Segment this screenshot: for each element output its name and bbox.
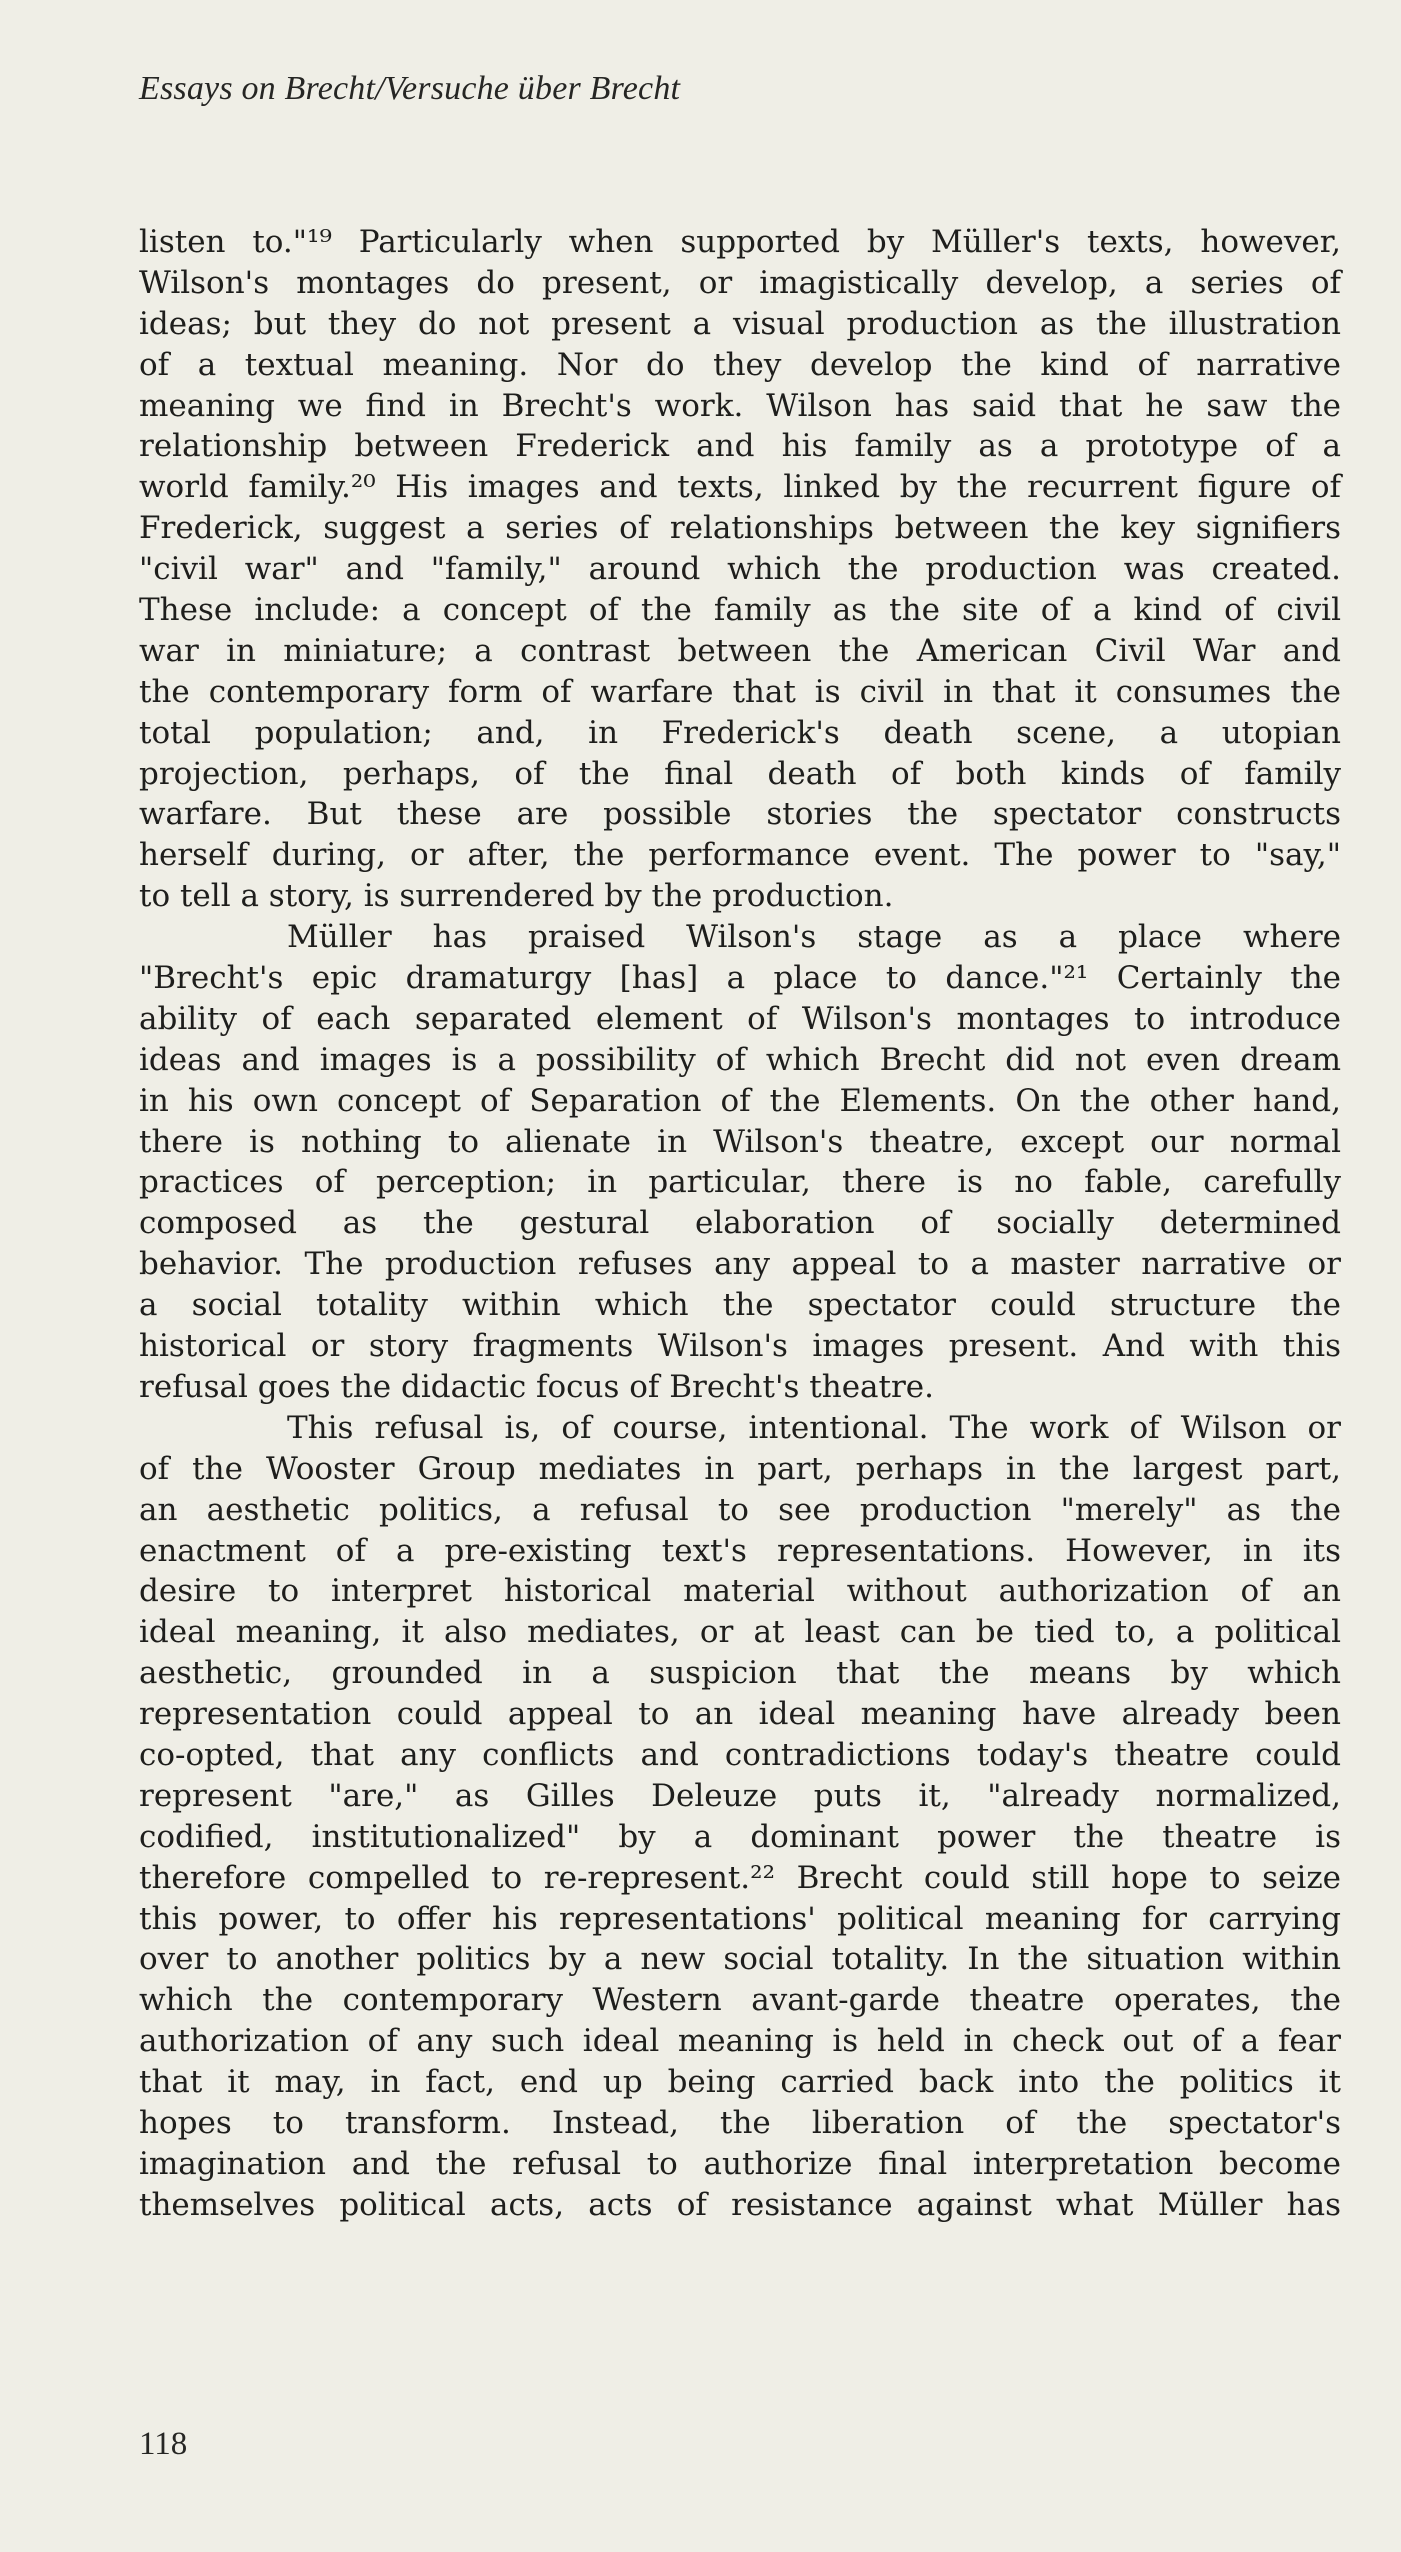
text-line: co-opted, that any conflicts and contradictions today's theatre could: [139, 1736, 1341, 1773]
text-line: Wilson's montages do present, or imagistically develop, a series of: [139, 264, 1341, 301]
text-line: themselves political acts, acts of resistance against what Müller has: [139, 2186, 1341, 2223]
text-line: war in miniature; a contrast between the American Civil War and: [139, 632, 1341, 669]
text-line: authorization of any such ideal meaning is held in check out of a fear: [139, 2023, 1341, 2060]
text-line: world family.²⁰ His images and texts, linked by the recurrent figure of: [139, 469, 1341, 506]
text-line: ideas; but they do not present a visual production as the illustration: [139, 305, 1341, 342]
text-line: an aesthetic politics, a refusal to see production "merely" as the: [139, 1491, 1341, 1528]
text-line: behavior. The production refuses any appeal to a master narrative or: [139, 1246, 1341, 1283]
text-line: therefore compelled to re-represent.²² Brecht could still hope to seize: [139, 1859, 1341, 1896]
text-line: Frederick, suggest a series of relationships between the key signifiers: [139, 510, 1341, 547]
running-head: Essays on Brecht/Versuche über Brecht: [139, 70, 681, 107]
text-line: listen to."¹⁹ Particularly when supported by Müller's texts, however,: [139, 224, 1341, 260]
text-line: warfare. But these are possible stories the spectator constructs: [139, 796, 1341, 833]
text-line: which the contemporary Western avant-garde theatre operates, the: [139, 1982, 1341, 2019]
text-line: hopes to transform. Instead, the liberation of the spectator's: [139, 2104, 1341, 2141]
text-line: this power, to offer his representations' political meaning for carrying: [139, 1900, 1341, 1937]
text-line: there is nothing to alienate in Wilson's theatre, except our normal: [139, 1123, 1341, 1160]
text-line: refusal goes the didactic focus of Brecht's theatre.: [139, 1368, 934, 1405]
paragraph: [139, 1408, 1341, 2226]
text-line: ideas and images is a possibility of which Brecht did not even dream: [139, 1041, 1341, 1078]
text-line: the contemporary form of warfare that is civil in that it consumes the: [139, 673, 1341, 710]
page-number: 118: [139, 2426, 188, 2462]
text-line: composed as the gestural elaboration of socially determined: [139, 1205, 1341, 1242]
text-line: that it may, in fact, end up being carried back into the politics it: [139, 2064, 1341, 2101]
paragraph: [139, 917, 1341, 1408]
text-line: imagination and the refusal to authorize final interpretation become: [139, 2145, 1341, 2182]
text-line: "civil war" and "family," around which the production was created.: [139, 551, 1341, 588]
text-line: desire to interpret historical material without authorization of an: [139, 1573, 1341, 1610]
text-line: These include: a concept of the family as the site of a kind of civil: [139, 592, 1341, 629]
text-line: total population; and, in Frederick's death scene, a utopian: [139, 714, 1341, 751]
text-line: a social totality within which the spectator could structure the: [139, 1287, 1341, 1324]
text-line: meaning we find in Brecht's work. Wilson has said that he saw the: [139, 387, 1341, 424]
text-line: projection, perhaps, of the final death of both kinds of family: [139, 755, 1341, 792]
paragraph: [139, 222, 1341, 917]
text-line: historical or story fragments Wilson's images present. And with this: [139, 1328, 1341, 1365]
text-line: of the Wooster Group mediates in part, perhaps in the largest part,: [139, 1450, 1341, 1487]
text-line: This refusal is, of course, intentional. The work of Wilson or: [287, 1409, 1341, 1446]
text-line: practices of perception; in particular, there is no fable, carefully: [139, 1164, 1341, 1201]
text-line: ability of each separated element of Wilson's montages to introduce: [139, 1000, 1341, 1037]
text-line: Müller has praised Wilson's stage as a place where: [287, 919, 1341, 956]
text-line: representation could appeal to an ideal meaning have already been: [139, 1696, 1341, 1733]
text-line: codified, institutionalized" by a dominant power the theatre is: [139, 1818, 1341, 1855]
text-line: to tell a story, is surrendered by the production.: [139, 878, 894, 915]
text-line: herself during, or after, the performance event. The power to "say,": [139, 837, 1341, 874]
text-line: ideal meaning, it also mediates, or at least can be tied to, a political: [139, 1614, 1341, 1651]
text-line: enactment of a pre-existing text's representations. However, in its: [139, 1532, 1341, 1569]
text-line: "Brecht's epic dramaturgy [has] a place to dance."²¹ Certainly the: [139, 960, 1341, 997]
text-line: of a textual meaning. Nor do they develop the kind of narrative: [139, 346, 1341, 383]
text-line: aesthetic, grounded in a suspicion that the means by which: [139, 1655, 1341, 1692]
text-line: over to another politics by a new social totality. In the situation within: [139, 1941, 1341, 1978]
text-line: in his own concept of Separation of the Elements. On the other hand,: [139, 1082, 1341, 1119]
text-line: relationship between Frederick and his family as a prototype of a: [139, 428, 1341, 465]
text-line: represent "are," as Gilles Deleuze puts it, "already normalized,: [139, 1777, 1341, 1814]
body-text: [139, 222, 1341, 2226]
